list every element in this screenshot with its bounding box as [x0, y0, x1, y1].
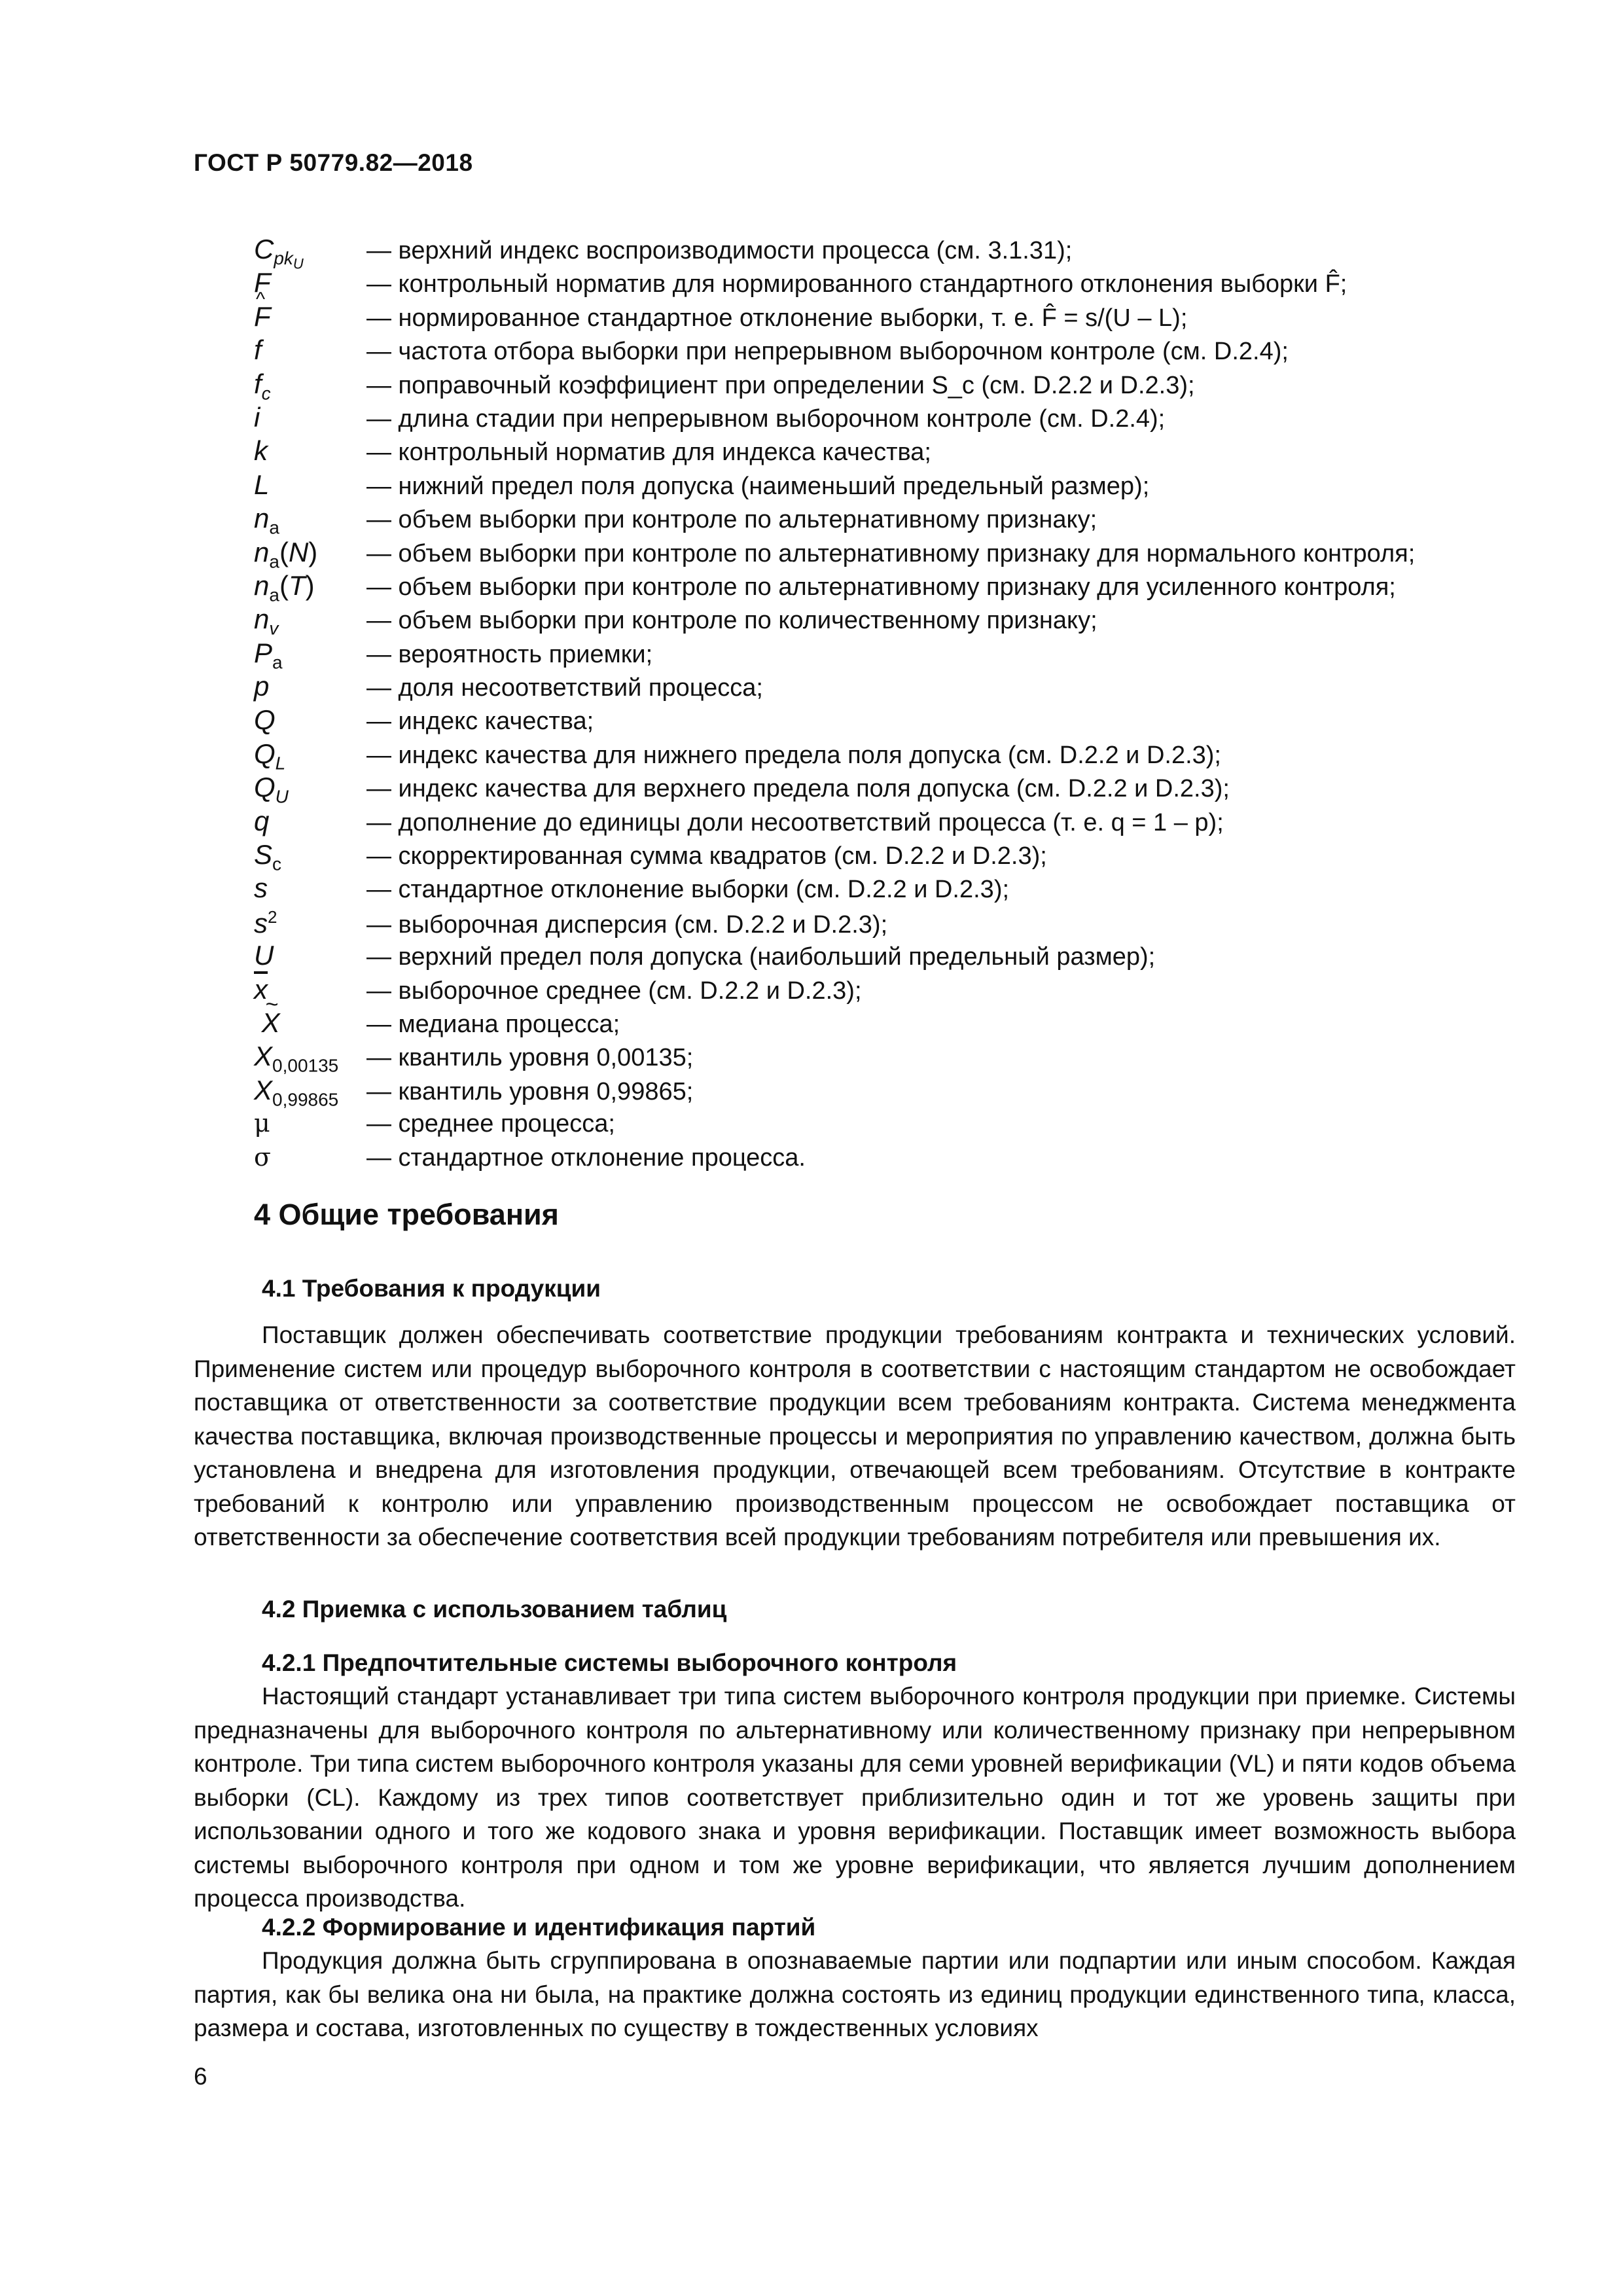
symbol-definition: — объем выборки при контроле по альтернативному признаку для нормального контроля;: [366, 539, 1416, 567]
symbol-row: [254, 706, 1517, 740]
symbol-definition: — длина стадии при непрерывном выборочном контроле (см. D.2.4);: [366, 404, 1166, 433]
symbol-definition: — дополнение до единицы доли несоответствий процесса (т. е. q = 1 – p);: [366, 808, 1224, 836]
symbol-definition: — квантиль уровня 0,99865;: [366, 1077, 694, 1105]
symbol-definition: — верхний индекс воспроизводимости процесса (см. 3.1.31);: [366, 237, 1073, 264]
symbol-row: [254, 370, 1517, 404]
symbol: $C_{pk_U}$: [254, 234, 304, 272]
symbol-row: [254, 605, 1517, 639]
symbol: $n_v$: [254, 603, 279, 639]
symbol: μ: [254, 1109, 270, 1138]
symbol-row: [254, 300, 1517, 336]
symbol-definition: — квантиль уровня 0,00135;: [366, 1044, 694, 1072]
symbol: ~ X: [254, 1009, 366, 1037]
symbol: $n_a(N)$: [254, 536, 318, 571]
paragraph-4-1: Поставщик должен обеспечивать соответствие продукции требованиям контракта и технических условий. Применение систем или процедур выборочного контроля в соответствии с настоящим стандартом не освобождает поставщика от ответственности за соответствие продукции всем требованиям контракта. Система менеджмента качества поставщика, включая производственные процессы и мероприятия по управлению качеством, должна быть установлена и внедрена для изготовления продукции, отвечающей всем требованиям. Отсутствие в контракте требований к контролю или управлению производственным процессом не освобождает поставщика от ответственности за обеспечение соответствия всей продукции требованиям потребителя или превышения их.: [194, 1321, 1516, 1551]
symbol: $Q_U$: [254, 772, 289, 807]
symbol-definition: — стандартное отклонение выборки (см. D.2.2 и D.2.3);: [366, 876, 1010, 904]
symbol-definition: — нижний предел поля допуска (наименьший предельный размер);: [366, 472, 1150, 500]
symbol: F: [254, 267, 271, 298]
symbol: k: [254, 435, 268, 467]
symbol-definition: — верхний предел поля допуска (наибольший предельный размер);: [366, 943, 1156, 971]
symbol-row: [254, 1074, 1517, 1110]
document-header: ГОСТ Р 50779.82—2018: [194, 149, 473, 176]
symbol-row: [254, 942, 1517, 975]
symbol-definition: — контрольный норматив для нормированного стандартного отклонения выборки F̂;: [366, 270, 1347, 298]
symbol-row: [254, 774, 1517, 807]
symbol-row: [254, 805, 1517, 841]
symbol-row: [254, 1009, 1517, 1043]
symbol-definition: — нормированное стандартное отклонение выборки, т. е. F̂ = s/(U – L);: [366, 304, 1188, 332]
paragraph-4-2-2: Продукция должна быть сгруппирована в опознаваемые партии или подпартии или иным способом. Каждая партия, как бы велика она ни была, на практике должна состоять из единиц продукции единственного типа, класса, размера и состава, изготовленных по существу в тождественных условиях: [194, 1947, 1516, 2041]
symbol-row: [254, 234, 1517, 272]
symbol-row: [254, 908, 1517, 942]
symbol: $\overline{x}$: [254, 973, 268, 1005]
symbol: f: [254, 334, 262, 366]
symbol: σ: [254, 1142, 271, 1172]
symbol-row: [254, 401, 1517, 437]
symbol: i: [254, 401, 260, 433]
symbol-definition: — индекс качества для верхнего предела поля допуска (см. D.2.2 и D.2.3);: [366, 775, 1230, 803]
symbol-definition: — объем выборки при контроле по количественному признаку;: [366, 607, 1097, 635]
symbol-definition: — частота отбора выборки при непрерывном выборочном контроле (см. D.2.4);: [366, 338, 1289, 366]
symbol-row: [254, 841, 1517, 874]
symbol-definition: — стандартное отклонение процесса.: [366, 1143, 806, 1172]
subsection-title-4-2-2: 4.2.2 Формирование и идентификация партий: [262, 1914, 816, 1941]
symbol-row: [254, 569, 1517, 605]
subsection-title-4-1: 4.1 Требования к продукции: [262, 1275, 601, 1302]
subsection-title-4-2-1: 4.2.1 Предпочтительные системы выборочного контроля: [262, 1649, 957, 1676]
paragraph-4-2-1: Настоящий стандарт устанавливает три типа систем выборочного контроля продукции при приемке. Системы предназначены для выборочного контроля по альтернативному или количественному признаку при непрерывном контроле. Три типа систем выборочного контроля указаны для семи уровней верификации (VL) и пяти кодов объема выборки (CL). Каждому из трех типов соответствует приблизительно один и тот же уровень защиты при использовании одного и того же кодового знака и уровня верификации. Поставщик имеет возможность выбора системы выборочного контроля при одном и том же уровне верификации, что является лучшим дополнением процесса производства.: [194, 1683, 1516, 1912]
page-number: 6: [194, 2063, 207, 2090]
symbol: $X_{0,00135}$: [254, 1041, 339, 1076]
symbol-definition: — среднее процесса;: [366, 1110, 615, 1138]
symbols-list: [254, 236, 1517, 1177]
symbol: $n_a(T)$: [254, 569, 315, 605]
symbol: $P_a$: [254, 637, 283, 673]
symbol-row: [254, 639, 1517, 673]
symbol-row: [254, 269, 1517, 302]
symbol-row: [254, 673, 1517, 706]
section-title: 4 Общие требования: [254, 1198, 559, 1231]
symbol-row: [254, 874, 1517, 908]
symbol-row: [254, 1144, 1517, 1177]
symbol-row: [254, 471, 1517, 505]
symbol-definition: — доля несоответствий процесса;: [366, 674, 763, 702]
symbol: L: [254, 469, 270, 500]
symbol-row: [254, 1043, 1517, 1076]
symbol-definition: — контрольный норматив для индекса качества;: [366, 439, 931, 467]
symbol-row: [254, 973, 1517, 1009]
symbol: $s^2$: [254, 906, 277, 939]
symbol: ^ F: [254, 303, 366, 331]
symbol-definition: — объем выборки при контроле по альтернативному признаку для усиленного контроля;: [366, 573, 1396, 601]
symbol-row: [254, 437, 1517, 471]
subsection-title-4-2: 4.2 Приемка с использованием таблиц: [262, 1596, 727, 1623]
symbol-definition: — индекс качества;: [366, 708, 594, 736]
symbol: q: [254, 805, 270, 836]
symbol: Q: [254, 704, 276, 736]
symbol: $Q_L$: [254, 738, 286, 774]
symbol-row: [254, 536, 1517, 572]
symbol-definition: — объем выборки при контроле по альтернативному признаку;: [366, 506, 1097, 534]
symbol-definition: — скорректированная сумма квадратов (см. D.2.2 и D.2.3);: [366, 842, 1047, 870]
symbol-definition: — выборочная дисперсия (см. D.2.2 и D.2.3);: [366, 910, 888, 939]
symbol-row: [254, 740, 1517, 774]
symbol-row: [254, 336, 1517, 370]
symbol: $X_{0,99865}$: [254, 1074, 339, 1110]
symbol: $n_a$: [254, 503, 279, 538]
symbol-definition: — поправочный коэффициент при определении S_c (см. D.2.2 и D.2.3);: [366, 371, 1195, 399]
symbol-row: [254, 1110, 1517, 1143]
symbol-definition: — индекс качества для нижнего предела поля допуска (см. D.2.2 и D.2.3);: [366, 741, 1221, 769]
symbol: $S_c$: [254, 839, 282, 874]
symbol: s: [254, 872, 268, 904]
symbol: $f_c$: [254, 368, 271, 403]
symbol-definition: — медиана процесса;: [366, 1010, 620, 1038]
symbol-definition: — вероятность приемки;: [366, 640, 653, 668]
symbol: U: [254, 940, 274, 971]
symbol-definition: — выборочное среднее (см. D.2.2 и D.2.3);: [366, 977, 862, 1005]
symbol: p: [254, 671, 270, 702]
symbol-row: [254, 505, 1517, 538]
